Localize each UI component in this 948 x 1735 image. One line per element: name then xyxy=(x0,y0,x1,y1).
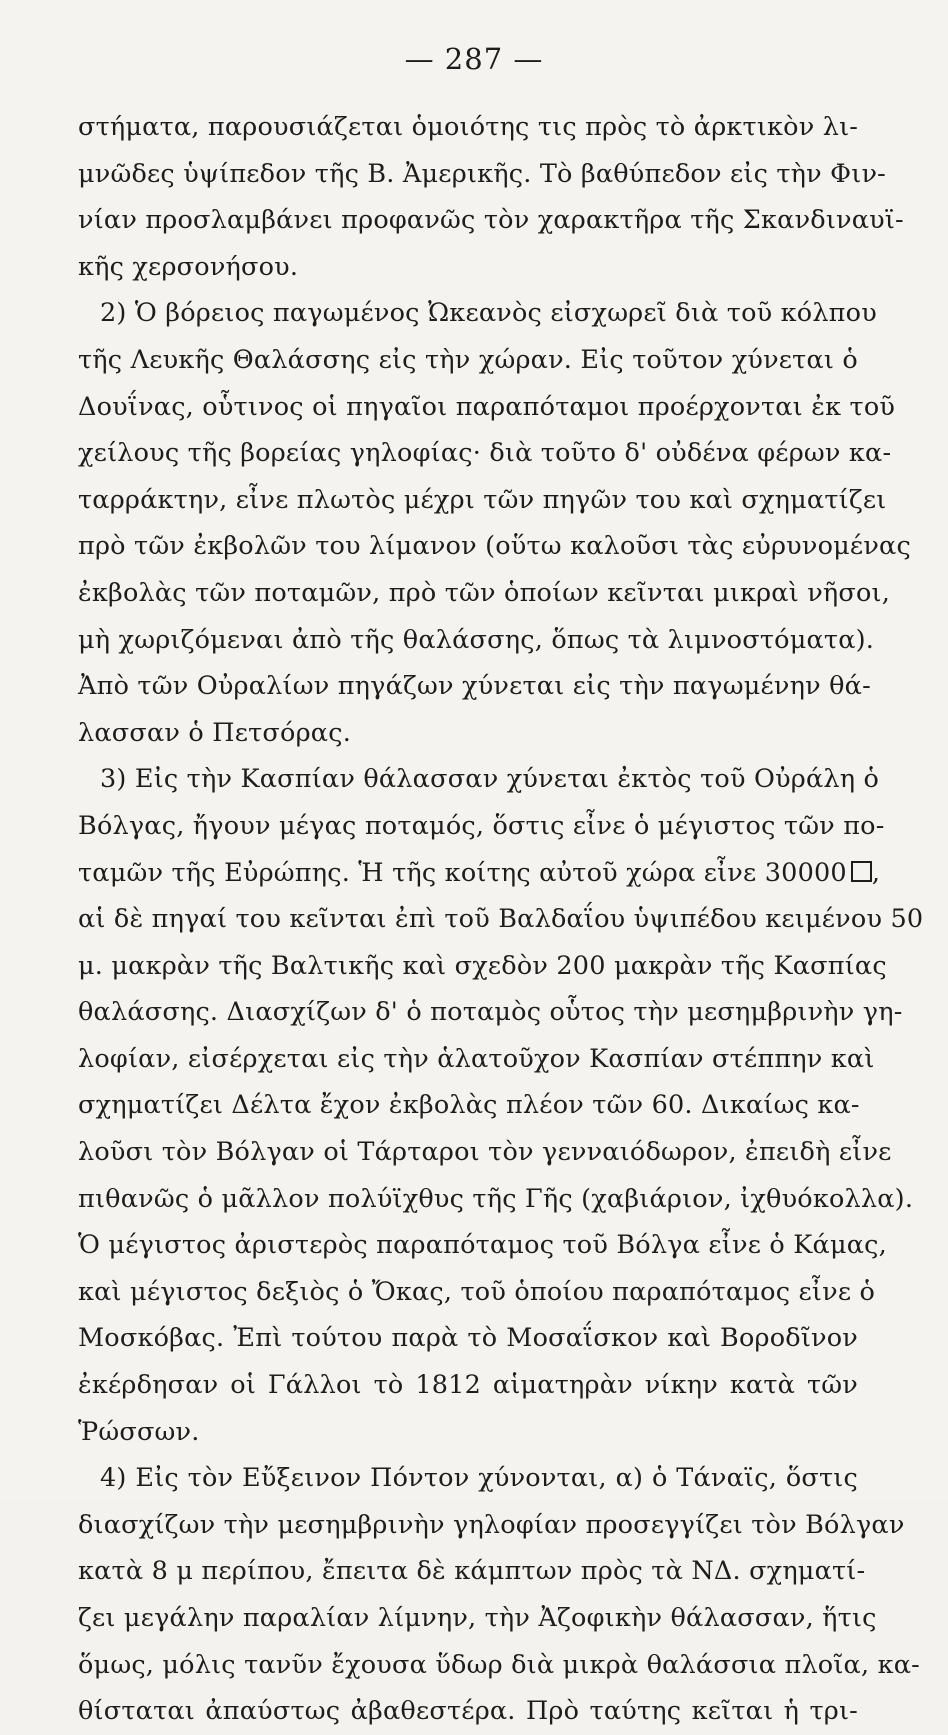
text-line: μὴ χωριζόμεναι ἀπὸ τῆς θαλάσσης, ὅπως τὰ λιμνοστόματα). xyxy=(78,624,875,655)
text-line: διασχίζων τὴν μεσημβρινὴν γηλοφίαν προσεγγίζει τὸν Βόλγαν xyxy=(78,1509,905,1540)
text-line: αἱ δὲ πηγαί του κεῖνται ἐπὶ τοῦ Βαλδαΐου ὑψιπέδου κειμένου 50 xyxy=(78,904,924,935)
text-line: 4) Εἰς τὸν Εὔξεινον Πόντον χύνονται, α) ὁ Τάναϊς, ὅστις xyxy=(100,1463,858,1494)
text-line: μ. μακρὰν τῆς Βαλτικῆς καὶ σχεδὸν 200 μακρὰν τῆς Κασπίας xyxy=(78,950,887,981)
text-line: πρὸ τῶν ἐκβολῶν του λίμανον (οὕτω καλοῦσι τὰς εὐρυνομένας xyxy=(78,531,911,562)
text-line: θαλάσσης. Διασχίζων δ' ὁ ποταμὸς οὗτος τὴν μεσημβρινὴν γη- xyxy=(78,997,903,1028)
text-line-with-square xyxy=(78,850,881,897)
text-line: καὶ μέγιστος δεξιὸς ὁ Ὄκας, τοῦ ὁποίου παραπόταμος εἶνε ὁ xyxy=(78,1276,876,1307)
text-line: χείλους τῆς βορείας γηλοφίας· διὰ τοῦτο δ' οὐδένα φέρων κα- xyxy=(78,438,892,469)
text-line: Ῥώσσων. xyxy=(78,1416,200,1447)
text-line: σχηματίζει Δέλτα ἔχον ἐκβολὰς πλέον τῶν 60. Δικαίως κα- xyxy=(78,1090,860,1121)
text-line: Δουΐνας, οὗτινος οἱ πηγαῖοι παραπόταμοι προέρχονται ἐκ τοῦ xyxy=(78,391,896,422)
text-line: στήματα, παρουσιάζεται ὁμοιότης τις πρὸς τὸ ἀρκτικὸν λι- xyxy=(78,112,859,142)
text-line: τῆς Λευκῆς Θαλάσσης εἰς τὴν χώραν. Εἰς τοῦτον χύνεται ὁ xyxy=(78,344,858,375)
text-line: νίαν προσλαμβάνει προφανῶς τὸν χαρακτῆρα τῆς Σκανδιναυϊ- xyxy=(78,205,904,236)
text-line: 2) Ὁ βόρειος παγωμένος Ὠκεανὸς εἰσχωρεῖ διὰ τοῦ κόλπου xyxy=(100,298,877,329)
page-number: — 287 — xyxy=(404,42,544,76)
text-line: πιθανῶς ὁ μᾶλλον πολύϊχθυς τῆς Γῆς (χαβιάριον, ἰχθυόκολλα). xyxy=(78,1183,914,1214)
text-line: κατὰ 8 μ περίπου, ἔπειτα δὲ κάμπτων πρὸς τὰ ΝΔ. σχηματί- xyxy=(78,1556,866,1587)
square-suffix: , xyxy=(871,857,881,888)
text-line: Ἀπὸ τῶν Οὐραλίων πηγάζων χύνεται εἰς τὴν παγωμένην θά- xyxy=(78,671,871,702)
text-line: μνῶδες ὑψίπεδον τῆς Β. Ἀμερικῆς. Τὸ βαθύπεδον εἰς τὴν Φιν- xyxy=(78,158,886,189)
text-line: ἐκέρδησαν οἱ Γάλλοι τὸ 1812 αἱματηρὰν νίκην κατὰ τῶν xyxy=(78,1370,858,1401)
body-text xyxy=(78,104,924,1735)
text-line: λασσαν ὁ Πετσόρας. xyxy=(78,717,351,748)
text-line: 3) Εἰς τὴν Κασπίαν θάλασσαν χύνεται ἐκτὸς τοῦ Οὐράλη ὁ xyxy=(100,764,880,795)
text-line-content: ταμῶν τῆς Εὐρώπης. Ἡ τῆς κοίτης αὐτοῦ χώρα εἶνε 30000 xyxy=(78,857,847,888)
text-line: Μοσκόβας. Ἐπὶ τούτου παρὰ τὸ Μοσαΐσκον καὶ Βοροδῖνον xyxy=(78,1323,858,1354)
square-unit-icon xyxy=(851,861,872,882)
text-line: ὅμως, μόλις τανῦν ἔχουσα ὕδωρ διὰ μικρὰ θαλάσσια πλοῖα, κα- xyxy=(78,1649,920,1680)
text-line: ἐκβολὰς τῶν ποταμῶν, πρὸ τῶν ὁποίων κεῖνται μικραὶ νῆσοι, xyxy=(78,577,891,608)
text-line: λοφίαν, εἰσέρχεται εἰς τὴν ἁλατοῦχον Κασπίαν στέππην καὶ xyxy=(78,1043,875,1074)
text-line: λοῦσι τὸν Βόλγαν οἱ Τάρταροι τὸν γενναιόδωρον, ἐπειδὴ εἶνε xyxy=(78,1137,892,1168)
text-line: κῆς χερσονήσου. xyxy=(78,251,299,282)
text-line: ταρράκτην, εἶνε πλωτὸς μέχρι τῶν πηγῶν του καὶ σχηματίζει xyxy=(78,484,887,515)
text-line: θίσταται ἀπαύστως ἀβαθεστέρα. Πρὸ ταύτης κεῖται ἡ τρι- xyxy=(78,1696,858,1727)
text-line: Ὁ μέγιστος ἀριστερὸς παραπόταμος τοῦ Βόλγα εἶνε ὁ Κάμας, xyxy=(78,1230,887,1261)
text-line: Βόλγας, ἤγουν μέγας ποταμός, ὅστις εἶνε ὁ μέγιστος τῶν πο- xyxy=(78,810,885,841)
text-line: ζει μεγάλην παραλίαν λίμνην, τὴν Ἀζοφικὴν θάλασσαν, ἥτις xyxy=(78,1603,877,1633)
